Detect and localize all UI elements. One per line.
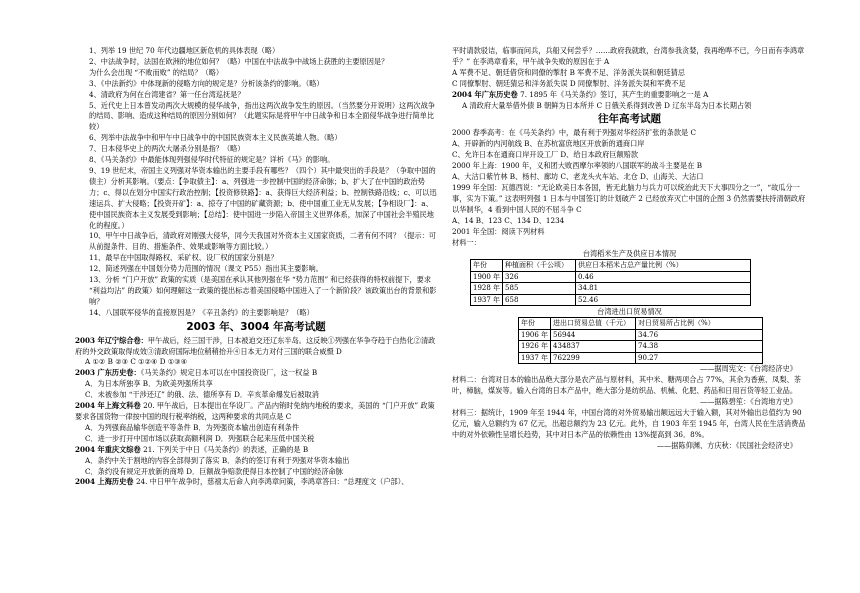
rice-table [470, 259, 751, 306]
table-cell: 90.27 [636, 352, 763, 364]
exam-question [75, 390, 437, 401]
text-line: 10、甲午中日战争后，清政府对刚强大侵华，同今天我国对外资本主义国家资质，二者有何不同？（提示：可从前提条件、目的、措施条件、效果或影响等方面比较。） [89, 231, 436, 252]
text-line: 3、《中法新约》中体现新的侵略方向的规定是？分析该条约的影响。（略） [89, 78, 324, 88]
source-citation: ——据陈仰渊、方庆秋：《民国社会经济史》 [656, 440, 797, 450]
exam-question-text: C．条约没有规定开放新的商埠 D．巨额战争赔款使得日本控制了中国的经济命脉 [85, 466, 343, 476]
text-line: 7、日本侵华史上的两次大屠杀分别是指？（略） [89, 144, 245, 154]
exam-source-label: 2004 年广东历史卷 [452, 89, 521, 99]
material-three [452, 408, 807, 441]
table-header-row [471, 260, 751, 272]
source-citation: ——据周宪文：《台湾经济史》 [699, 364, 797, 374]
exam-question-text: 7. 1895 年《马关条约》签订，其产生的重要影响之一是 A [520, 89, 709, 99]
exam-question-text: C．进一步打开中国市场以获取高额利润 D．列强联合起来压低中国关税 [85, 433, 315, 443]
table-cell: 1937 年 [519, 352, 551, 364]
table-cell: 658 [503, 294, 576, 306]
text-line: 12、简述列强在中国划分势力范围的情况（课文 P55）指出其主要影响。 [89, 264, 323, 274]
exam-source-label: 2003 年辽宁综合卷： [75, 335, 148, 345]
text-line: C、允许日本在通商口岸开设工厂 D、给日本政府巨额赔款 [452, 150, 639, 160]
exam-question [75, 434, 437, 445]
table-header-row [519, 318, 763, 330]
exam-source-label: 2004 年重庆文综卷 [75, 444, 144, 454]
table-header-cell: 年份 [519, 318, 551, 330]
text-line: 2000 春季高考：在《马关条约》中，最有利于列强对华经济扩张的条款是 C [452, 128, 696, 138]
exam-source-label: 2004 上海历史卷 [75, 477, 136, 487]
text-line: 材料一： [452, 237, 481, 247]
material-two [452, 375, 807, 397]
table-header-cell: 对日贸易所占比例（%） [636, 318, 763, 330]
text-line: 4、清政府为何在台湾建省？第一任台湾巡抚是？ [89, 89, 245, 99]
text-line: 材料三：据统计，1909 年至 1944 年，中国台湾的对外贸易输出额远远大于输入额，其对外输出总值约为 90 亿元，输入总额约为 67 亿元，出超总额约为 23 亿元。此外，自 1903 年至 1945 年，台湾人民在生活消费品中的对外依赖性呈增长趋势，其中对日本产品的依赖性由 13%提高到 36．8%。 [452, 408, 806, 439]
text-line: 1999 年全国：瓦德西说：“无论欧美日本各国，皆无此脑力与兵力可以统治此天下大事四分之一”，“故瓜分一事，实为下策。” 这表明列强 1 日本与中国签订的计划破产 2 已经放弃灭亡中国的企图 3 仍然需要扶持清朝政府以华制华，4 看到中国人民的不屈斗争 C [452, 182, 806, 214]
table-row [471, 294, 751, 306]
table-cell: 1900 年 [471, 271, 503, 283]
text-line: A、大沽口紫竹林 B、杨村、廊坊 C、老龙头火车站、北仓 D、山海关、大沽口 [452, 172, 704, 182]
text-line: 11、最早在中国取得路权、采矿权、设厂权的国家分别是？ [89, 253, 278, 263]
exam-question [75, 401, 437, 423]
exam-question [75, 467, 437, 478]
exam-question [75, 456, 437, 467]
table-row [519, 341, 763, 353]
exam-question-text: 24. 中日甲午战争时，慈禧太后命人向李鸿章问策，李鸿章答曰：“总理度文（户部）、 [135, 477, 409, 487]
exam-source-label: 2003 广东历史卷： [75, 368, 141, 378]
text-line: A、开辟新的内河航线 B、在苏杭富庶地区开放新的通商口岸 [452, 139, 645, 149]
table-cell: 0.46 [576, 271, 751, 283]
exam-question-text: A．为日本所独享 B．为欧美列强所共享 [85, 379, 213, 389]
text-line: 1、列举 19 世纪 70 年代边疆地区新危机的具体表现（略） [89, 46, 280, 55]
trade-table [518, 317, 763, 364]
table-cell: 34.76 [636, 329, 763, 341]
text-line: C 同僚掣肘、朝廷猜忌和洋务派失误 D 同僚掣肘、洋务派失误和军费不足 [452, 78, 686, 88]
exam-question [75, 477, 437, 488]
text-line: 2001 年全国：阅读下列材料 [452, 226, 545, 236]
past-exam-list [452, 128, 807, 248]
question-list [75, 46, 437, 319]
table-header-cell: 进出口贸易总值（千元） [551, 318, 636, 330]
exam-question [75, 379, 437, 390]
continued-question [452, 46, 807, 90]
table-cell: 34.81 [576, 283, 751, 295]
exam-question [75, 357, 437, 368]
section-title-2003-2004: 2003 年、3004 年高考试题 [186, 320, 326, 333]
exam-source-label: 2004 年上海文科卷 [75, 401, 144, 411]
exam-question-list [75, 336, 437, 489]
table-cell: 1937 年 [471, 294, 503, 306]
exam-question [452, 90, 807, 101]
exam-question [75, 423, 437, 434]
table-caption-rice: 台湾稻米生产及供应日本情况 [582, 249, 677, 259]
table-cell: 74.38 [636, 341, 763, 353]
text-line: 8、《马关条约》中最能体现列强侵华时代特征的规定是？详析《马》的影响。 [89, 155, 335, 165]
table-caption-trade: 台湾进出口贸易情况 [597, 307, 662, 317]
exam-question-text: 20. 甲午战后，日本提出在华设厂。产品内销时免纳内地税的要求，美国的 “门户开放” 政策要求各国货物一律按中国的现行税率纳税，这两种要求的共同点是 C [75, 401, 435, 421]
exam-question-text: 《马关条约》规定日本可以在中国投资设厂，这一权益 B [140, 368, 318, 378]
text-line: 13、分析 “门户开放” 政策的实质（是美国在承认其他列强在华 “势力范围” 和已经获得的特权前提下，要求 “利益均沾” 的政策）如何理解这一政策的提出标志着美国侵略中国进入了一个新阶段？该政策出台的背景和影响？ [89, 275, 437, 306]
table-cell: 1906 年 [519, 329, 551, 341]
table-cell: 762299 [551, 352, 636, 364]
text-line: 6、列举中法战争中和甲午中日战争中的中国民族资本主义民族英雄人物。（略） [89, 133, 342, 143]
text-line: 5、近代史上日本曾发动两次大规模的侵华战争，指出这两次战争发生的原因。（当然要分开说明）这两次战争的结局、影响、造成这种结局的原因分别如何？（此题实际是将甲午中日战争和日本全面侵华战争进行简单比较） [89, 100, 435, 132]
exam-options: A 清政府大量举借外债 B 朝鲜为日本所并 C 日俄关系得到改善 D 辽东半岛为日本长期占领 [462, 100, 752, 110]
exam-question-text: 甲午战后，经三国干涉，日本被迫交还辽东半岛。这反映①列强在华争夺趋于白热化②清政府的外交政策取得成效③清政府国际地位稍稍抬升④日本无力对付三国的联合威慑 D [75, 335, 436, 356]
exam-question [75, 368, 437, 379]
text-line: A 军费不足、朝廷借贷和同僚的掣肘 B 军费不足、洋务派失误和朝廷猜忌 [452, 67, 685, 77]
section-title-past-exams: 往年高考试题 [598, 113, 661, 126]
exam-question-text: A．条约中关于割地的内容全部得到了落实 B．条约的签订有利于列强对华资本输出 [85, 455, 350, 465]
table-row [519, 329, 763, 341]
table-cell: 326 [503, 271, 576, 283]
table-cell: 56944 [551, 329, 636, 341]
table-cell: 1926 年 [519, 341, 551, 353]
text-line: 2、中法战争时，法国在欧洲的地位如何？（略）中国在中法战争中战场上获胜的主要原因是？ [89, 56, 389, 66]
table-cell: 52.46 [576, 294, 751, 306]
exam-question [75, 336, 437, 358]
text-line: 9、19 世纪末，帝国主义列强对华资本输出的主要手段有哪些？（四个）其中最突出的手段是？（争取中国的债主）分析其影响。（要点：【争取债主】：a、列强进一步控制中国的经济命脉；b、扩大了在中国的政治势力；c、得以在划分中国实行政治控制；【投资修铁路】：a、获得巨大经济利益；b、控制铁路沿线；c、可以迅速运兵、扩大侵略；【投资开矿】：a、掠夺了中国的矿藏资源；b、使中国重工业无从发展；【争相设厂】：a、使中国民族资本主义发展受到影响；【总结】：使中国进一步陷入帝国主义世界体系，加深了中国社会半殖民地化的程度。） [89, 165, 437, 230]
exam-question [75, 445, 437, 456]
text-line: A、14 B、123 C、134 D、1234 [452, 215, 565, 225]
exam-question-text: 21. 下列关于中日《马关条约》的表述，正确的是 B [143, 444, 309, 454]
right-column [452, 46, 807, 452]
table-header-cell: 种植面积（千公顷） [503, 260, 576, 272]
table-header-cell: 供应日本稻米占总产量比例（%） [576, 260, 751, 272]
left-column [75, 46, 437, 488]
table-header-cell: 年份 [471, 260, 503, 272]
text-line: 材料二：台湾对日本的输出品绝大部分是农产品与原材料，其中米、糖两项合占 77%，其余为香蕉、凤梨、茶叶，樟脑，煤炭等。输入台湾的日本产品中，绝大部分是纺织品、机械、化肥、药品和日用百货等轻工业品。 [452, 375, 801, 396]
exam-question-text: A．为列强商品输华创造平等条件 B．为列强资本输出创造有利条件 [85, 422, 300, 432]
exam-question-text: C．未被参加 “干涉还辽” 的俄、法、德所享有 D．辛亥革命爆发后被取消 [85, 390, 319, 400]
exam-question-text: A ①② B ②③ C ①②④ D ①③④ [85, 357, 188, 367]
text-line: 为什么会出现 “不败而败” 的结局？（略） [89, 67, 224, 77]
text-line: 14、八国联军侵华的直接原因是？《辛丑条约》的主要影响是？（略） [89, 307, 314, 317]
source-citation: ——据陈碧笙：《台湾地方史》 [699, 397, 797, 407]
table-row [471, 283, 751, 295]
table-cell: 585 [503, 283, 576, 295]
table-cell: 1928 年 [471, 283, 503, 295]
text-line: 平时请款驳诘，临事而问兵，兵船又何尝乎？……政府我就敢，台湾参我贪婪，我再绝哗不已，今日而有李鸿章乎？” 在李鸿章看来，甲午战争失败的原因在于 A [452, 46, 805, 66]
table-cell: 434837 [551, 341, 636, 353]
table-row [471, 271, 751, 283]
text-line: 2000 年上海：1900 年，义和团大败西摩尔率领的八国联军的战斗主要是在 B [452, 161, 702, 171]
table-row [519, 352, 763, 364]
